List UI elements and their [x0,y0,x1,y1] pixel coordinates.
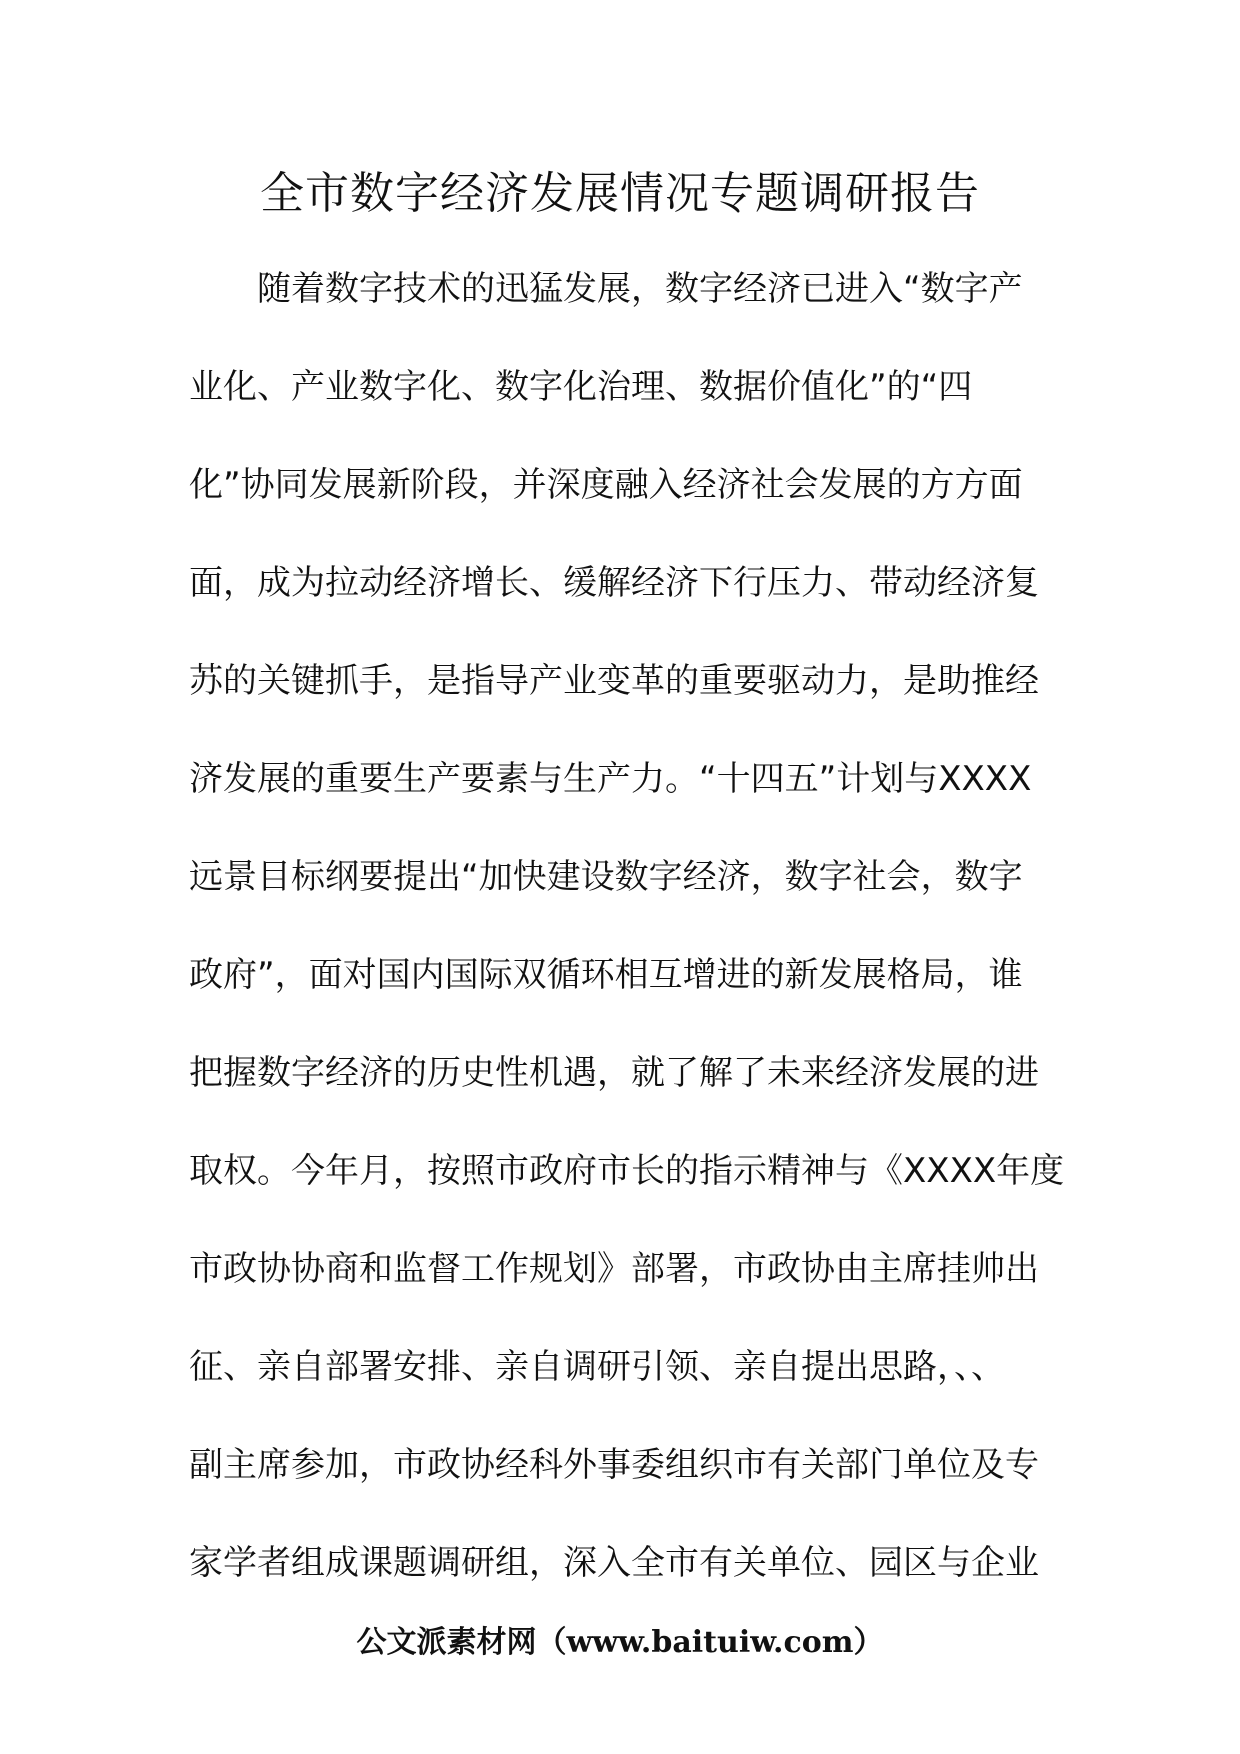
document-title: 全市数字经济发展情况专题调研报告 [260,168,980,219]
body-line: 面，成为拉动经济增长、缓解经济下行压力、带动经济复 [189,563,1039,603]
document-body [189,264,1069,1636]
body-line: 化”协同发展新阶段，并深度融入经济社会发展的方方面 [189,465,1023,505]
body-line: 苏的关键抓手，是指导产业变革的重要驱动力，是助推经 [189,661,1039,701]
body-line: 征、亲自部署安排、亲自调研引领、亲自提出思路，、、 [189,1347,1005,1387]
body-line: 取权。今年月，按照市政府市长的指示精神与《XXXX年度 [189,1151,1065,1191]
body-line: 把握数字经济的历史性机遇，就了解了未来经济发展的进 [189,1053,1039,1093]
body-line: 副主席参加，市政协经科外事委组织市有关部门单位及专 [189,1445,1039,1485]
body-line: 济发展的重要生产要素与生产力。“十四五”计划与XXXX [189,759,1032,799]
body-line: 政府”，面对国内国际双循环相互增进的新发展格局，谁 [189,955,1023,995]
body-line: 市政协协商和监督工作规划》部署，市政协由主席挂帅出 [189,1249,1039,1289]
footer-watermark: 公文派素材网（www.baituiw.com） [356,1625,884,1660]
body-line: 随着数字技术的迅猛发展，数字经济已进入“数字产 [257,269,1023,309]
body-line: 家学者组成课题调研组，深入全市有关单位、园区与企业 [189,1543,1039,1583]
body-line: 业化、产业数字化、数字化治理、数据价值化”的“四 [189,367,973,407]
body-line: 远景目标纲要提出“加快建设数字经济，数字社会，数字 [189,857,1023,897]
